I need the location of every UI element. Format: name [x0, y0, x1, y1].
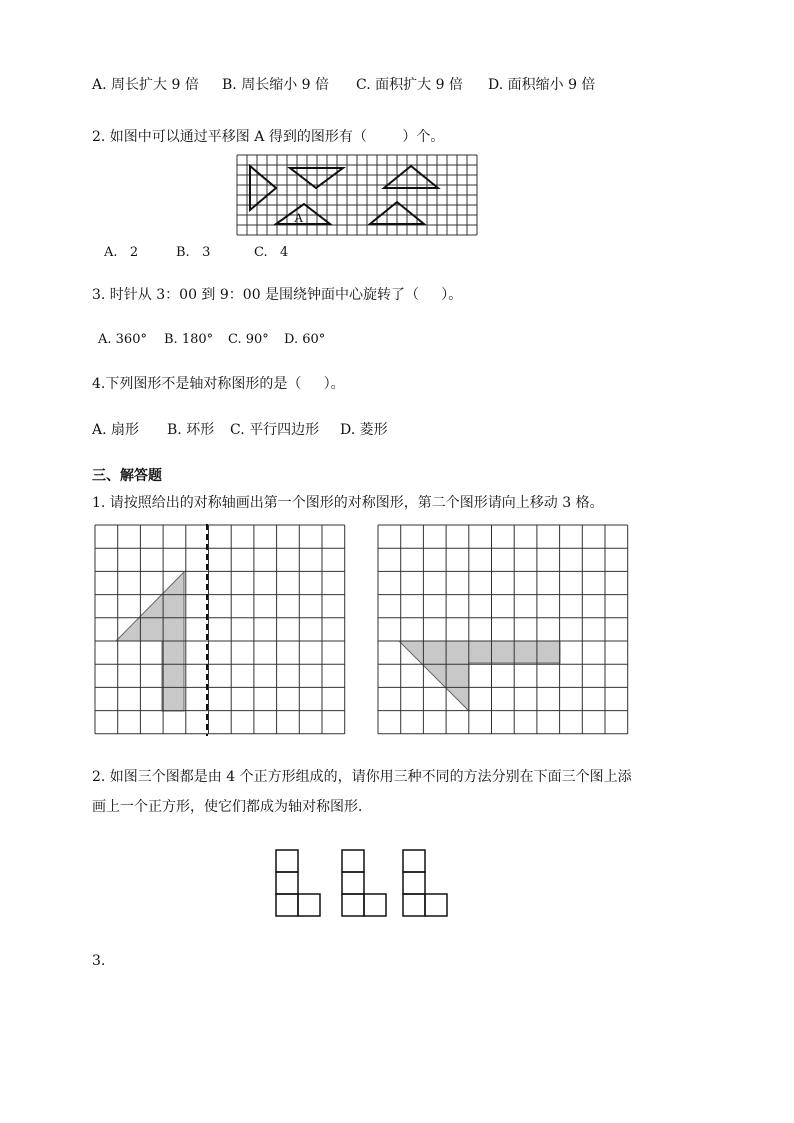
- q3-option-a: A. 360°: [98, 332, 147, 347]
- q4-option-b: B. 环形: [167, 422, 215, 438]
- q1-option-c: C. 面积扩大 9 倍: [356, 77, 463, 93]
- q4-option-c: C. 平行四边形: [230, 422, 320, 438]
- q4-option-d: D. 菱形: [340, 422, 388, 438]
- triangle-a-label: A: [294, 210, 304, 225]
- triangle-right-pointing: [250, 166, 276, 210]
- q2-translation-grid: [236, 154, 478, 236]
- l-shape-1: [275, 849, 321, 917]
- section3-problem-3: 3.: [92, 953, 106, 969]
- section3-problem-2-line2: 画上一个正方形，使它们都成为轴对称图形．: [92, 799, 372, 815]
- q3-question: 3. 时针从 3：00 到 9：00 是围绕钟面中心旋转了（ ）。: [92, 287, 463, 303]
- q1-option-a: A. 周长扩大 9 倍: [92, 77, 199, 93]
- q4-question: 4.下列图形不是轴对称图形的是（ ）。: [92, 376, 345, 392]
- q1-option-b: B. 周长缩小 9 倍: [222, 77, 329, 93]
- q3-option-d: D. 60°: [284, 332, 326, 347]
- q4-option-a: A. 扇形: [92, 422, 140, 438]
- l-shape-2: [341, 849, 387, 917]
- q3-option-b: B. 180°: [164, 332, 214, 347]
- q2-option-a: A. 2: [104, 245, 139, 260]
- q2-question: 2. 如图中可以通过平移图 A 得到的图形有（ ）个。: [92, 129, 445, 145]
- l-shape-3: [402, 849, 448, 917]
- translation-grid: [377, 524, 629, 736]
- section3-problem-1: 1. 请按照给出的对称轴画出第一个图形的对称图形，第二个图形请向上移动 3 格。: [92, 495, 604, 511]
- q1-option-d: D. 面积缩小 9 倍: [488, 77, 596, 93]
- q2-option-c: C. 4: [254, 245, 289, 260]
- symmetry-grid: [94, 524, 346, 736]
- section3-problem-2-line1: 2. 如图三个图都是由 4 个正方形组成的，请你用三种不同的方法分别在下面三个图上添: [92, 769, 632, 785]
- q2-option-b: B. 3: [176, 245, 211, 260]
- q3-option-c: C. 90°: [228, 332, 269, 347]
- section-heading: 三、解答题: [92, 468, 162, 484]
